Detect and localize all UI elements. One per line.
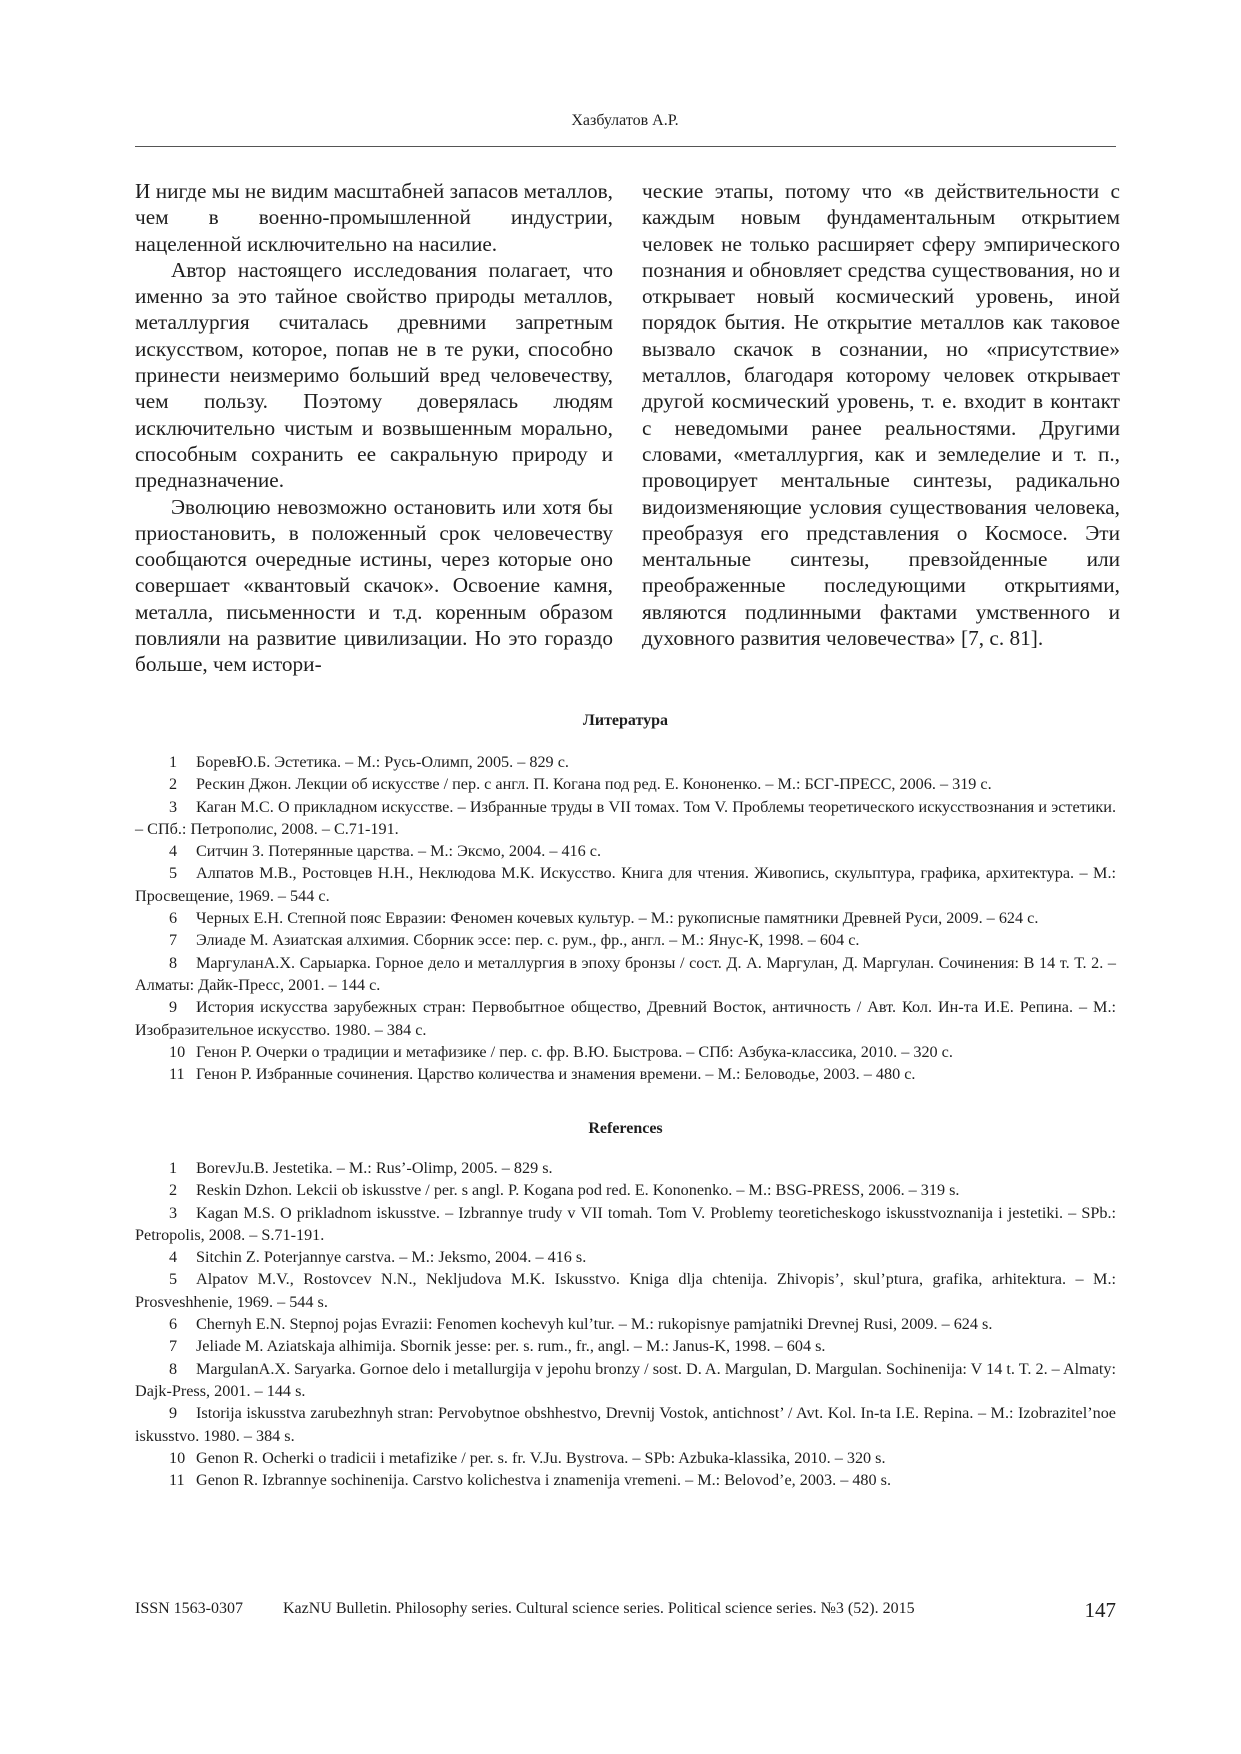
- running-header-author: Хазбулатов А.Р.: [571, 112, 679, 129]
- references-list: [135, 1157, 1116, 1491]
- literature-item: 6 Черных Е.Н. Степной пояс Евразии: Феномен кочевых культур. – М.: рукописные памятники Древней Руси, 2009. – 624 с.: [169, 909, 1039, 928]
- reference-item: 6 Chernyh E.N. Stepnoj pojas Evrazii: Fenomen kochevyh kul’tur. – M.: rukopisnye pamjatniki Drevnej Rusi, 2009. – 624 s.: [169, 1315, 993, 1334]
- footer-journal-title: KazNU Bulletin. Philosophy series. Cultural science series. Political science series. №3 (52). 2015: [283, 1600, 915, 1617]
- literature-item: 10 Генон Р. Очерки о традиции и метафизике / пер. с. фр. В.Ю. Быстрова. – СПб: Азбука-классика, 2010. – 320 с.: [169, 1042, 953, 1061]
- reference-item: 9 Istorija iskusstva zarubezhnyh stran: Pervobytnoe obshhestvo, Drevnij Vostok, antichnost’ / Avt. Kol. In-ta I.E. Repina. – M.: Izobrazitel’noe iskusstvo. 1980. – 384 s.: [135, 1404, 1116, 1445]
- reference-item: 8 MargulanA.X. Saryarka. Gornoe delo i metallurgija v jepohu bronzy / sost. D. A. Margulan, D. Margulan. Sochinenija: V 14 t. T. 2. – Almaty: Dajk-Press, 2001. – 144 s.: [135, 1359, 1116, 1400]
- literature-item: 2 Рескин Джон. Лекции об искусстве / пер. с англ. П. Когана под ред. Е. Кононенко. – М.: БСГ-ПРЕСС, 2006. – 319 с.: [169, 775, 992, 794]
- literature-item: 1 БоревЮ.Б. Эстетика. – М.: Русь-Олимп, 2005. – 829 с.: [169, 753, 569, 771]
- literature-list: [135, 751, 1116, 1085]
- reference-item: 7 Jeliade M. Aziatskaja alhimija. Sbornik jesse: per. s. rum., fr., angl. – M.: Janus-K, 1998. – 604 s.: [169, 1337, 826, 1356]
- reference-item: 5 Alpatov M.V., Rostovcev N.N., Nekljudova M.K. Iskusstvo. Kniga dlja chtenija. Zhivopis’, skul’ptura, grafika, arhitektura. – M.: Prosveshhenie, 1969. – 544 s.: [135, 1270, 1116, 1311]
- literature-item: 4 Ситчин З. Потерянные царства. – М.: Эксмо, 2004. – 416 с.: [169, 842, 602, 861]
- page-footer: [135, 1598, 1116, 1622]
- paragraph: Автор настоящего исследования полагает, что именно за это тайное свойство природы металлов, металлургия считалась древними запретным искусством, которое, попав не в те руки, способно принести неизмеримо больший вред человечеству, чем пользу. Поэтому доверялась людям исключительно чистым и возвышенным морально, способным сохранить ее сакральную природу и предназначение.: [135, 257, 613, 493]
- reference-item: 3 Kagan M.S. O prikladnom iskusstve. – Izbrannye trudy v VII tomah. Tom V. Problemy teoreticheskogo iskusstvoznanija i jestetiki. – SPb.: Petropolis, 2008. – S.71-191.: [135, 1203, 1116, 1244]
- reference-item: 4 Sitchin Z. Poterjannye carstva. – M.: Jeksmo, 2004. – 416 s.: [169, 1248, 587, 1267]
- header-rule: [135, 146, 1116, 147]
- reference-item: 1 BorevJu.B. Jestetika. – M.: Rus’-Olimp, 2005. – 829 s.: [169, 1159, 553, 1177]
- literature-item: 8 МаргуланА.Х. Сарыарка. Горное дело и металлургия в эпоху бронзы / сост. Д. А. Маргулан, Д. Маргулан. Сочинения: В 14 т. Т. 2. – Алматы: Дайк-Пресс, 2001. – 144 с.: [135, 953, 1116, 994]
- body-column-left: [135, 178, 613, 678]
- paragraph: ческие этапы, потому что «в действительности с каждым новым фундаментальным открытием человек не только расширяет сферу эмпирического познания и обновляет средства существования, но и открывает новый космический уровень, иной порядок бытия. Не открытие металлов как таковое вызвало скачок в сознании, но «присутствие» металлов, благодаря которому человек открывает другой космический уровень, т. е. входит в контакт с неведомыми ранее реальностями. Другими словами, «металлургия, как и земледелие и т. п., провоцирует ментальные синтезы, радикально видоизменяющие условия существования человека, преобразуя его представления о Космосе. Эти ментальные синтезы, превзойденные или преображенные последующими открытиями, являются подлинными фактами умственного и духовного развития человечества» [7, с. 81].: [642, 179, 1120, 651]
- paragraph: И нигде мы не видим масштабней запасов металлов, чем в военно-промышленной индустрии, нацеленной исключительно на насилие.: [135, 179, 613, 256]
- reference-item: 10 Genon R. Ocherki o tradicii i metafizike / per. s. fr. V.Ju. Bystrova. – SPb: Azbuka-klassika, 2010. – 320 s.: [169, 1448, 886, 1467]
- references-heading: References: [588, 1120, 663, 1137]
- literature-item: 3 Каган М.С. О прикладном искусстве. – Избранные труды в VII томах. Том V. Проблемы теоретического искусствознания и эстетики. – СПб.: Петрополис, 2008. – С.71-191.: [135, 797, 1116, 838]
- literature-item: 11 Генон Р. Избранные сочинения. Царство количества и знамения времени. – М.: Беловодье, 2003. – 480 с.: [169, 1065, 916, 1084]
- paragraph: Эволюцию невозможно остановить или хотя бы приостановить, в положенный срок человечеству сообщаются очередные истины, через которые оно совершает «квантовый скачок». Освоение камня, металла, письменности и т.д. коренным образом повлияли на развитие цивилизации. Но это гораздо больше, чем истори-: [135, 494, 613, 677]
- literature-item: 7 Элиаде М. Азиатская алхимия. Сборник эссе: пер. с. рум., фр., англ. – М.: Янус-К, 1998. – 604 с.: [169, 931, 860, 950]
- literature-item: 5 Алпатов М.В., Ростовцев Н.Н., Неклюдова М.К. Искусство. Книга для чтения. Живопись, скульптура, графика, архитектура. – М.: Просвещение, 1969. – 544 с.: [135, 864, 1116, 905]
- footer-issn: ISSN 1563-0307: [135, 1600, 244, 1617]
- body-column-right: [642, 178, 1120, 651]
- reference-item: 2 Reskin Dzhon. Lekcii ob iskusstve / per. s angl. P. Kogana pod red. E. Kononenko. – M.: BSG-PRESS, 2006. – 319 s.: [169, 1181, 960, 1200]
- reference-item: 11 Genon R. Izbrannye sochinenija. Carstvo kolichestva i znamenija vremeni. – M.: Belovod’e, 2003. – 480 s.: [169, 1471, 892, 1490]
- literature-heading: Литература: [582, 712, 669, 729]
- literature-item: 9 История искусства зарубежных стран: Первобытное общество, Древний Восток, античность / Авт. Кол. Ин-та И.Е. Репина. – М.: Изобразительное искусство. 1980. – 384 с.: [135, 998, 1116, 1039]
- page-number: 147: [1084, 1598, 1116, 1622]
